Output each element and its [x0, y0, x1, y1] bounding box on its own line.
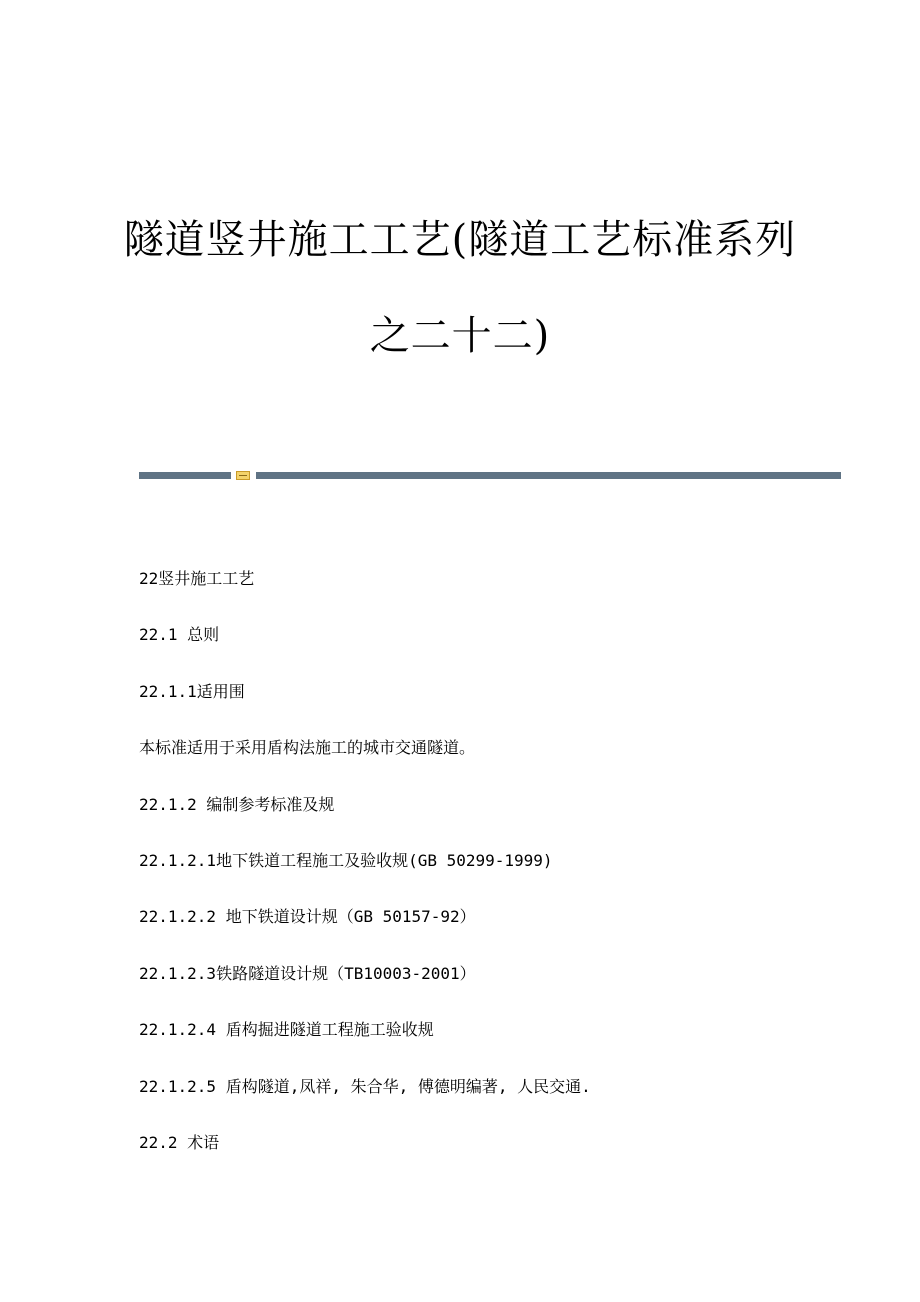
- document-title-line-1: 隧道竖井施工工艺(隧道工艺标准系列: [123, 217, 797, 263]
- reference-item: 22.1.2.4 盾构掘进隧道工程施工验收规: [139, 1020, 434, 1040]
- document-title-line-2: 之二十二): [369, 313, 551, 359]
- divider-bar-left: [139, 472, 231, 479]
- divider-bar-right: [256, 472, 841, 479]
- clause-heading: 22.1.1适用围: [139, 681, 245, 701]
- clause-heading: 22.1.2 编制参考标准及规: [139, 794, 335, 814]
- subsection-heading: 22.2 术语: [139, 1132, 220, 1152]
- title-divider: [139, 471, 841, 480]
- subsection-heading: 22.1 总则: [139, 625, 220, 645]
- reference-item: 22.1.2.3铁路隧道设计规（TB10003-2001）: [139, 963, 476, 983]
- reference-item: 22.1.2.5 盾构隧道,凤祥, 朱合华, 傅德明编著, 人民交通.: [139, 1076, 591, 1096]
- document-body: [139, 567, 879, 1187]
- reference-item: 22.1.2.2 地下铁道设计规（GB 50157-92）: [139, 907, 476, 927]
- reference-item: 22.1.2.1地下铁道工程施工及验收规(GB 50299-1999): [139, 850, 553, 870]
- section-heading: 22竖井施工工艺: [139, 569, 255, 588]
- body-paragraph: 本标准适用于采用盾构法施工的城市交通隧道。: [139, 738, 476, 758]
- divider-ornament-icon: [236, 471, 250, 480]
